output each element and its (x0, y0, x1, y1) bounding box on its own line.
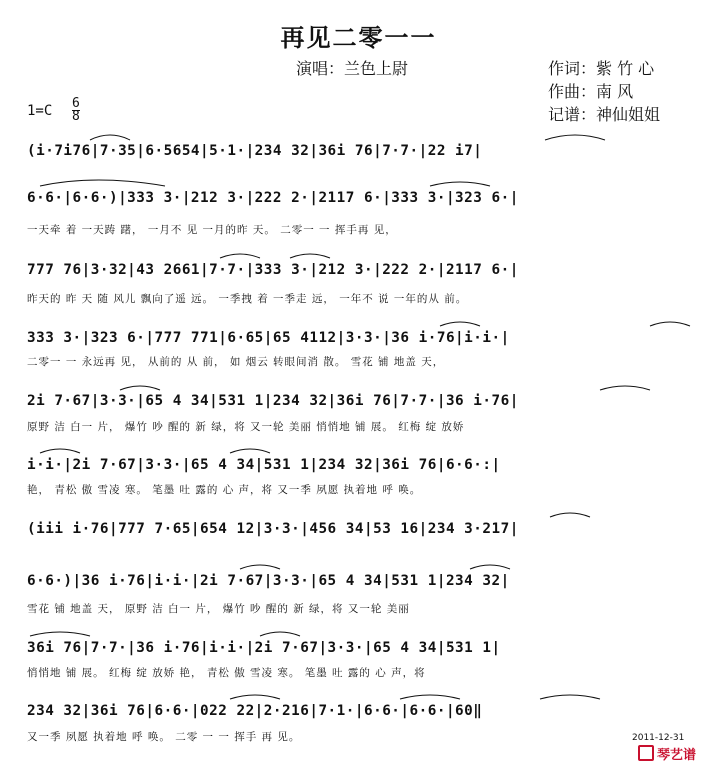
lyricist-credit: 作词：紫 竹 心 (548, 59, 655, 78)
lyric-row: 原野 洁 白一 片， 爆竹 吵 醒的 新 绿，将 又一轮 美丽 悄悄地 铺 展。 红梅 绽 放娇 (27, 421, 465, 433)
notation-row: (i·7i76|7·35|6·5654|5·1·|234 32|36i 76|7·7·|22 i7| (27, 143, 483, 159)
lyric-row: 艳， 青松 傲 雪凌 寒。 笔墨 吐 露的 心 声，将 又一季 夙愿 执着地 呼 唤。 (27, 484, 422, 496)
notation-row: 777 76|3·32|43 2661|7·7·|333 3·|212 3·|222 2·|2117 6·| (27, 262, 519, 278)
song-title: 再见二零一一 (280, 24, 437, 52)
notation-row: 2i 7·67|3·3·|65 4 34|531 1|234 32|36i 76|7·7·|36 i·76| (27, 393, 519, 409)
notation-row: 234 32|36i 76|6·6·|022 22|2·216|7·1·|6·6·|6·6·|60‖ (27, 703, 483, 719)
site-logo (638, 744, 696, 763)
meter-bottom: 8 (72, 109, 80, 124)
transcriber-credit: 记谱：神仙姐姐 (548, 105, 661, 124)
lyric-row: 昨天的 昨 天 随 风儿 飘向了遥 远。 一季拽 着 一季走 远， 一年不 说 一年的从 前。 (27, 293, 468, 305)
key-signature: 1=C (27, 103, 53, 119)
lyric-row: 悄悄地 铺 展。 红梅 绽 放娇 艳， 青松 傲 雪凌 寒。 笔墨 吐 露的 心 声，将 (27, 667, 426, 679)
lyric-row: 又一季 夙愿 执着地 呼 唤。 二零 一 一 挥手 再 见。 (27, 731, 301, 743)
transcription-date: 2011-12-31 (632, 733, 685, 743)
notation-row: (iii i·76|777 7·65|654 12|3·3·|456 34|53 16|234 3·217| (27, 521, 519, 537)
logo-icon (638, 745, 654, 761)
notation-row: 333 3·|323 6·|777 771|6·65|65 4112|3·3·|36 i·76|i·i·| (27, 330, 510, 346)
lyric-row: 一天牵 着 一天踌 躇， 一月不 见 一月的昨 天。 二零一 一 挥手再 见， (27, 224, 397, 236)
notation-row: 36i 76|7·7·|36 i·76|i·i·|2i 7·67|3·3·|65 4 34|531 1| (27, 640, 501, 656)
notation-row: 6·6·)|36 i·76|i·i·|2i 7·67|3·3·|65 4 34|531 1|234 32| (27, 573, 510, 589)
lyric-row: 二零一 一 永远再 见， 从前的 从 前， 如 烟云 转眼间消 散。 雪花 铺 地盖 天， (27, 356, 445, 368)
logo-text: 琴艺谱 (657, 748, 697, 763)
singer-credit: 演唱：兰色上尉 (296, 59, 409, 78)
notation-row: 6·6·|6·6·)|333 3·|212 3·|222 2·|2117 6·|333 3·|323 6·| (27, 190, 519, 206)
meter-top: 6 (72, 96, 80, 111)
composer-credit: 作曲：南 风 (548, 82, 634, 101)
lyric-row: 雪花 铺 地盖 天， 原野 洁 白一 片， 爆竹 吵 醒的 新 绿，将 又一轮 美丽 (27, 603, 410, 615)
notation-row: i·i·|2i 7·67|3·3·|65 4 34|531 1|234 32|36i 76|6·6·:| (27, 457, 501, 473)
